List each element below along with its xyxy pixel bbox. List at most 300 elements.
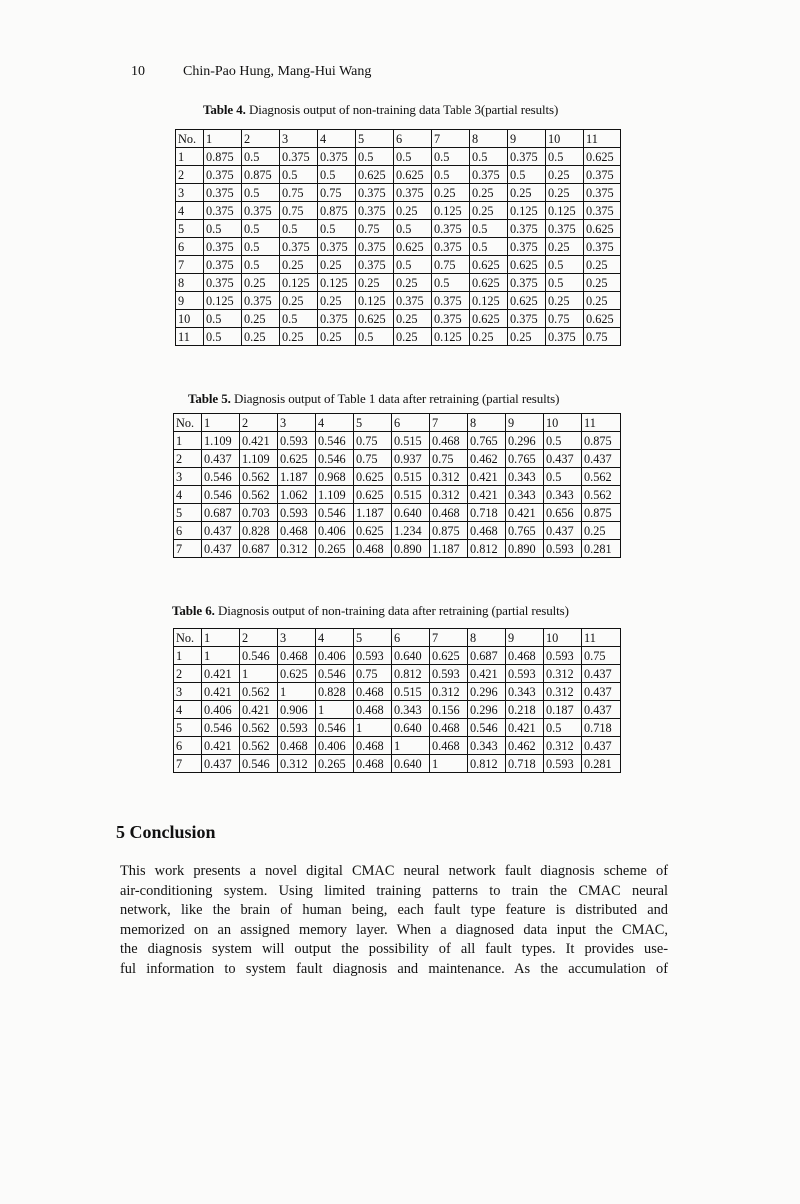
- table-cell: 0.25: [470, 202, 508, 220]
- table-cell: 0.375: [318, 310, 356, 328]
- table-cell: 0.5: [470, 148, 508, 166]
- table-cell: 0.625: [508, 292, 546, 310]
- table-cell: 0.312: [544, 683, 582, 701]
- table-row: [174, 701, 621, 719]
- table-header-row: [174, 629, 621, 647]
- table-cell: 5: [174, 719, 202, 737]
- table-row: [176, 148, 621, 166]
- paragraph-line: air-conditioning system. Using limited training patterns to train the CMAC neural: [120, 882, 668, 899]
- table-cell: 0.5: [204, 310, 242, 328]
- table-cell: 0.468: [430, 719, 468, 737]
- table-cell: 0.75: [546, 310, 584, 328]
- table-cell: 0.437: [202, 450, 240, 468]
- table-cell: 0.5: [394, 220, 432, 238]
- table-cell: 0.25: [584, 256, 621, 274]
- table-cell: 0.312: [430, 486, 468, 504]
- table-cell: 0.515: [392, 486, 430, 504]
- table-cell: 4: [174, 701, 202, 719]
- table-cell: 0.25: [394, 310, 432, 328]
- table-cell: 0.25: [546, 292, 584, 310]
- table-cell: 0.375: [432, 238, 470, 256]
- table-cell: 0.437: [582, 701, 621, 719]
- table-row: [174, 665, 621, 683]
- table-cell: 0.75: [582, 647, 621, 665]
- table-cell: 0.25: [280, 292, 318, 310]
- table-cell: 0.125: [432, 202, 470, 220]
- table-cell: 0.406: [316, 647, 354, 665]
- table-cell: 0.125: [546, 202, 584, 220]
- table-cell: 0.25: [470, 328, 508, 346]
- table-cell: 0.125: [356, 292, 394, 310]
- table6-title: Diagnosis output of non-training data after retraining (partial results): [217, 603, 569, 618]
- table-cell: 5: [354, 414, 392, 432]
- table-cell: 0.125: [318, 274, 356, 292]
- table-cell: 0.468: [354, 683, 392, 701]
- table-cell: 0.25: [508, 184, 546, 202]
- table-row: [174, 522, 621, 540]
- table-cell: 3: [280, 130, 318, 148]
- table-cell: 11: [176, 328, 204, 346]
- table-cell: 0.125: [280, 274, 318, 292]
- paragraph-line: the diagnosis system will output the possibility of all fault types. It provides use-: [120, 941, 668, 957]
- table-row: [174, 450, 621, 468]
- table-row: [174, 647, 621, 665]
- table-cell: 0.25: [356, 274, 394, 292]
- table-cell: 11: [582, 414, 621, 432]
- table-cell: 0.625: [356, 166, 394, 184]
- table-cell: 8: [468, 629, 506, 647]
- table-cell: 0.437: [582, 737, 621, 755]
- table-cell: 0.812: [468, 755, 506, 773]
- table-cell: 0.468: [354, 755, 392, 773]
- table-cell: 0.25: [546, 166, 584, 184]
- table-cell: 5: [354, 629, 392, 647]
- table-cell: 11: [584, 130, 621, 148]
- table-cell: 0.25: [546, 184, 584, 202]
- paragraph-line: ful information to system fault diagnosis and maintenance. As the accumulation of: [120, 960, 668, 977]
- table-row: [176, 328, 621, 346]
- table-cell: 0.375: [242, 292, 280, 310]
- table-cell: 0.437: [582, 683, 621, 701]
- table-cell: 0.343: [468, 737, 506, 755]
- table-cell: 0.5: [242, 184, 280, 202]
- table-cell: 0.375: [508, 238, 546, 256]
- table-cell: 0.625: [430, 647, 468, 665]
- table-cell: 3: [278, 629, 316, 647]
- table4-label: Table 4.: [203, 102, 246, 117]
- table-cell: 0.875: [430, 522, 468, 540]
- page-number: 10: [131, 64, 145, 79]
- table-cell: 7: [432, 130, 470, 148]
- table-cell: 0.5: [394, 256, 432, 274]
- table-cell: 0.25: [280, 328, 318, 346]
- table-cell: 0.562: [240, 486, 278, 504]
- table-cell: 0.156: [430, 701, 468, 719]
- table-cell: 0.546: [468, 719, 506, 737]
- table-cell: 0.25: [584, 274, 621, 292]
- table-cell: 0.546: [240, 647, 278, 665]
- table-cell: 0.703: [240, 504, 278, 522]
- table-cell: 2: [242, 130, 280, 148]
- table-cell: 0.5: [394, 148, 432, 166]
- table-cell: 0.75: [354, 432, 392, 450]
- table4-caption: [203, 102, 558, 118]
- table-cell: 7: [174, 540, 202, 558]
- table-cell: 0.593: [278, 432, 316, 450]
- table-cell: 7: [176, 256, 204, 274]
- table-cell: 0.5: [204, 220, 242, 238]
- table-cell: 0.265: [316, 755, 354, 773]
- table-cell: 0.281: [582, 540, 621, 558]
- table-cell: 0.5: [432, 166, 470, 184]
- table-cell: 0.125: [470, 292, 508, 310]
- table-cell: 0.468: [278, 647, 316, 665]
- table-cell: 0.25: [582, 522, 621, 540]
- table-cell: 0.625: [354, 486, 392, 504]
- table-cell: 2: [240, 414, 278, 432]
- table-cell: 0.5: [242, 238, 280, 256]
- table-cell: 0.718: [468, 504, 506, 522]
- table-cell: 0.312: [544, 665, 582, 683]
- table-cell: 0.25: [394, 274, 432, 292]
- table-cell: 0.375: [508, 274, 546, 292]
- table-cell: 0.25: [508, 328, 546, 346]
- table-cell: No.: [174, 414, 202, 432]
- table-cell: 1.109: [202, 432, 240, 450]
- table-cell: 0.25: [242, 310, 280, 328]
- table-cell: 0.875: [204, 148, 242, 166]
- table-row: [174, 504, 621, 522]
- table-cell: 0.375: [470, 166, 508, 184]
- table-cell: 0.421: [468, 468, 506, 486]
- table-cell: 0.812: [468, 540, 506, 558]
- table-cell: 0.546: [316, 504, 354, 522]
- table-cell: 0.375: [584, 184, 621, 202]
- table-cell: 6: [392, 414, 430, 432]
- table-cell: 1.109: [316, 486, 354, 504]
- table-cell: 0.75: [318, 184, 356, 202]
- table-cell: 0.593: [354, 647, 392, 665]
- table-cell: 0.375: [280, 238, 318, 256]
- table-cell: 0.125: [508, 202, 546, 220]
- table-cell: 2: [176, 166, 204, 184]
- table-cell: 6: [174, 522, 202, 540]
- table-cell: 4: [316, 629, 354, 647]
- table-cell: 0.312: [544, 737, 582, 755]
- table5-label: Table 5.: [188, 391, 231, 406]
- table-cell: 0.125: [432, 328, 470, 346]
- table-cell: 0.25: [242, 328, 280, 346]
- paragraph-line: This work presents a novel digital CMAC neural network fault diagnosis scheme of: [120, 863, 668, 879]
- table-cell: 1: [176, 148, 204, 166]
- table-cell: 3: [174, 683, 202, 701]
- table-cell: 0.875: [318, 202, 356, 220]
- table-cell: 1: [202, 647, 240, 665]
- table-cell: 0.406: [316, 737, 354, 755]
- table-cell: 0.312: [278, 755, 316, 773]
- table-cell: 0.656: [544, 504, 582, 522]
- table-cell: 0.640: [392, 755, 430, 773]
- table-cell: 0.515: [392, 432, 430, 450]
- table-cell: No.: [174, 629, 202, 647]
- table-row: [176, 184, 621, 202]
- table-cell: 1: [240, 665, 278, 683]
- table-cell: 0.765: [468, 432, 506, 450]
- table-cell: 0.937: [392, 450, 430, 468]
- table-cell: 0.890: [392, 540, 430, 558]
- table-cell: 0.375: [318, 148, 356, 166]
- table-cell: 0.343: [506, 468, 544, 486]
- table-cell: 5: [174, 504, 202, 522]
- table-cell: 0.562: [240, 468, 278, 486]
- table-cell: 0.625: [356, 310, 394, 328]
- table-cell: 0.5: [356, 148, 394, 166]
- table-cell: 0.625: [508, 256, 546, 274]
- table-cell: 0.375: [508, 148, 546, 166]
- table-cell: 0.468: [354, 737, 392, 755]
- table-cell: 0.343: [506, 486, 544, 504]
- table-cell: 0.421: [468, 486, 506, 504]
- table-cell: 0.625: [394, 238, 432, 256]
- table-cell: 0.296: [468, 701, 506, 719]
- table-cell: 0.375: [546, 328, 584, 346]
- table-row: [174, 486, 621, 504]
- table-cell: 4: [318, 130, 356, 148]
- table-cell: 0.468: [506, 647, 544, 665]
- table-cell: 0.375: [432, 220, 470, 238]
- table-cell: 0.625: [584, 220, 621, 238]
- table-cell: 0.281: [582, 755, 621, 773]
- table-cell: 0.765: [506, 522, 544, 540]
- table-cell: 0.5: [546, 148, 584, 166]
- table-cell: 0.265: [316, 540, 354, 558]
- table-cell: 0.625: [278, 450, 316, 468]
- table-cell: 0.468: [430, 504, 468, 522]
- table-header-row: [176, 130, 621, 148]
- table-cell: 0.546: [316, 719, 354, 737]
- table-cell: 0.187: [544, 701, 582, 719]
- table-cell: 1.062: [278, 486, 316, 504]
- table-cell: 1.234: [392, 522, 430, 540]
- table-cell: 0.625: [278, 665, 316, 683]
- table-cell: 0.437: [202, 540, 240, 558]
- table-cell: 6: [394, 130, 432, 148]
- table-cell: 3: [174, 468, 202, 486]
- table-cell: 0.468: [430, 432, 468, 450]
- table-cell: 0.25: [394, 328, 432, 346]
- table-cell: 8: [176, 274, 204, 292]
- table-cell: 0.25: [242, 274, 280, 292]
- table-cell: 0.375: [546, 220, 584, 238]
- table-cell: 0.312: [278, 540, 316, 558]
- table6-caption: [172, 603, 569, 619]
- table-row: [174, 468, 621, 486]
- table-cell: 4: [174, 486, 202, 504]
- table-cell: 0.375: [204, 166, 242, 184]
- table-cell: 11: [582, 629, 621, 647]
- table-cell: 0.375: [204, 274, 242, 292]
- table-cell: 0.625: [354, 468, 392, 486]
- table-cell: 1: [202, 414, 240, 432]
- table-row: [174, 755, 621, 773]
- table-cell: 10: [176, 310, 204, 328]
- table-cell: 9: [176, 292, 204, 310]
- table-cell: 1.187: [278, 468, 316, 486]
- table-cell: 0.25: [546, 238, 584, 256]
- table-cell: 0.625: [584, 310, 621, 328]
- table-cell: 0.640: [392, 647, 430, 665]
- table-cell: 1.187: [354, 504, 392, 522]
- table-row: [176, 274, 621, 292]
- table-cell: 0.5: [242, 220, 280, 238]
- table-cell: 0.625: [470, 256, 508, 274]
- table-cell: 0.625: [584, 148, 621, 166]
- table-cell: 0.640: [392, 504, 430, 522]
- table-cell: 1: [354, 719, 392, 737]
- table-cell: 0.5: [204, 328, 242, 346]
- table-cell: 0.593: [544, 540, 582, 558]
- table-cell: 10: [544, 414, 582, 432]
- table-cell: 0.468: [354, 540, 392, 558]
- table-cell: 9: [508, 130, 546, 148]
- table-cell: 0.687: [240, 540, 278, 558]
- table-cell: 0.375: [584, 238, 621, 256]
- table-cell: 0.546: [316, 432, 354, 450]
- table-cell: 0.375: [432, 310, 470, 328]
- table-cell: 0.375: [204, 202, 242, 220]
- table-cell: 2: [240, 629, 278, 647]
- paragraph-line: memorized on an assigned memory layer. When a diagnosed data input the CMAC,: [120, 921, 668, 938]
- table-cell: 0.421: [240, 432, 278, 450]
- table-cell: 0.468: [430, 737, 468, 755]
- table-cell: 0.421: [202, 683, 240, 701]
- table-cell: 0.343: [392, 701, 430, 719]
- table-cell: 0.625: [394, 166, 432, 184]
- table-cell: 0.25: [280, 256, 318, 274]
- table-cell: 0.625: [354, 522, 392, 540]
- table-row: [176, 202, 621, 220]
- table-cell: 0.625: [470, 310, 508, 328]
- table-cell: 0.75: [280, 184, 318, 202]
- table-cell: 0.25: [318, 292, 356, 310]
- table4-title: Diagnosis output of non-training data Table 3(partial results): [248, 102, 559, 117]
- table-cell: 0.421: [468, 665, 506, 683]
- table-cell: 0.421: [506, 719, 544, 737]
- table-cell: 0.462: [506, 737, 544, 755]
- table-cell: 0.890: [506, 540, 544, 558]
- table-cell: 0.468: [278, 737, 316, 755]
- table-cell: 0.515: [392, 468, 430, 486]
- page-header: [131, 64, 371, 80]
- table-cell: 0.687: [468, 647, 506, 665]
- table-cell: 6: [392, 629, 430, 647]
- table-cell: 0.437: [544, 522, 582, 540]
- table-cell: 0.375: [280, 148, 318, 166]
- table-cell: 0.718: [582, 719, 621, 737]
- table-cell: 9: [506, 629, 544, 647]
- table5-title: Diagnosis output of Table 1 data after retraining (partial results): [233, 391, 560, 406]
- table-cell: 0.593: [278, 504, 316, 522]
- table5-caption: [188, 391, 559, 407]
- table-cell: 0.562: [582, 486, 621, 504]
- table-cell: 0.546: [202, 719, 240, 737]
- table-cell: 0.375: [432, 292, 470, 310]
- table-cell: 0.640: [392, 719, 430, 737]
- table-cell: 1: [392, 737, 430, 755]
- table-cell: 0.375: [204, 238, 242, 256]
- table-cell: 0.375: [584, 166, 621, 184]
- table-cell: 7: [430, 629, 468, 647]
- table6-label: Table 6.: [172, 603, 215, 618]
- table-cell: 0.296: [468, 683, 506, 701]
- table-cell: 0.437: [582, 665, 621, 683]
- paragraph-line: network, like the brain of human being, each fault type feature is distributed and: [120, 902, 668, 918]
- table-cell: 4: [316, 414, 354, 432]
- table-cell: 0.875: [242, 166, 280, 184]
- table-cell: 0.375: [394, 292, 432, 310]
- table-cell: 1: [202, 629, 240, 647]
- table-cell: 0.75: [584, 328, 621, 346]
- table-cell: 3: [176, 184, 204, 202]
- table-cell: 0.375: [204, 184, 242, 202]
- table-cell: 0.25: [318, 256, 356, 274]
- table-cell: 0.343: [544, 486, 582, 504]
- table-cell: 0.75: [280, 202, 318, 220]
- table5: [173, 413, 621, 558]
- table-cell: 4: [176, 202, 204, 220]
- table-cell: 0.375: [356, 202, 394, 220]
- table-cell: 1.109: [240, 450, 278, 468]
- table-row: [176, 310, 621, 328]
- table-cell: 0.5: [280, 220, 318, 238]
- table-cell: 0.593: [544, 647, 582, 665]
- table-cell: 0.406: [316, 522, 354, 540]
- table-cell: 0.5: [470, 220, 508, 238]
- table-header-row: [174, 414, 621, 432]
- table-cell: 10: [544, 629, 582, 647]
- table-cell: 2: [174, 450, 202, 468]
- table-cell: 0.5: [318, 220, 356, 238]
- table-cell: 0.375: [318, 238, 356, 256]
- table-cell: 0.5: [432, 148, 470, 166]
- table6: [173, 628, 621, 773]
- table-cell: 0.421: [202, 737, 240, 755]
- table-cell: 0.421: [240, 701, 278, 719]
- conclusion-paragraph: [120, 862, 668, 979]
- table-cell: 0.562: [240, 683, 278, 701]
- table-row: [174, 540, 621, 558]
- table-cell: 1: [316, 701, 354, 719]
- table-cell: 1: [278, 683, 316, 701]
- table-cell: 0.218: [506, 701, 544, 719]
- authors: Chin-Pao Hung, Mang-Hui Wang: [183, 64, 372, 79]
- table-cell: 0.468: [278, 522, 316, 540]
- table-cell: 0.593: [506, 665, 544, 683]
- table-row: [176, 292, 621, 310]
- table-cell: 0.5: [242, 256, 280, 274]
- table-cell: 0.562: [240, 737, 278, 755]
- table-cell: 0.468: [468, 522, 506, 540]
- table-cell: 0.375: [584, 202, 621, 220]
- table-cell: 0.968: [316, 468, 354, 486]
- table-cell: 0.437: [202, 755, 240, 773]
- table-cell: 0.718: [506, 755, 544, 773]
- table-cell: 0.546: [202, 486, 240, 504]
- table-cell: 1: [204, 130, 242, 148]
- table-cell: 7: [430, 414, 468, 432]
- table-cell: 0.312: [430, 468, 468, 486]
- table-cell: 0.546: [316, 450, 354, 468]
